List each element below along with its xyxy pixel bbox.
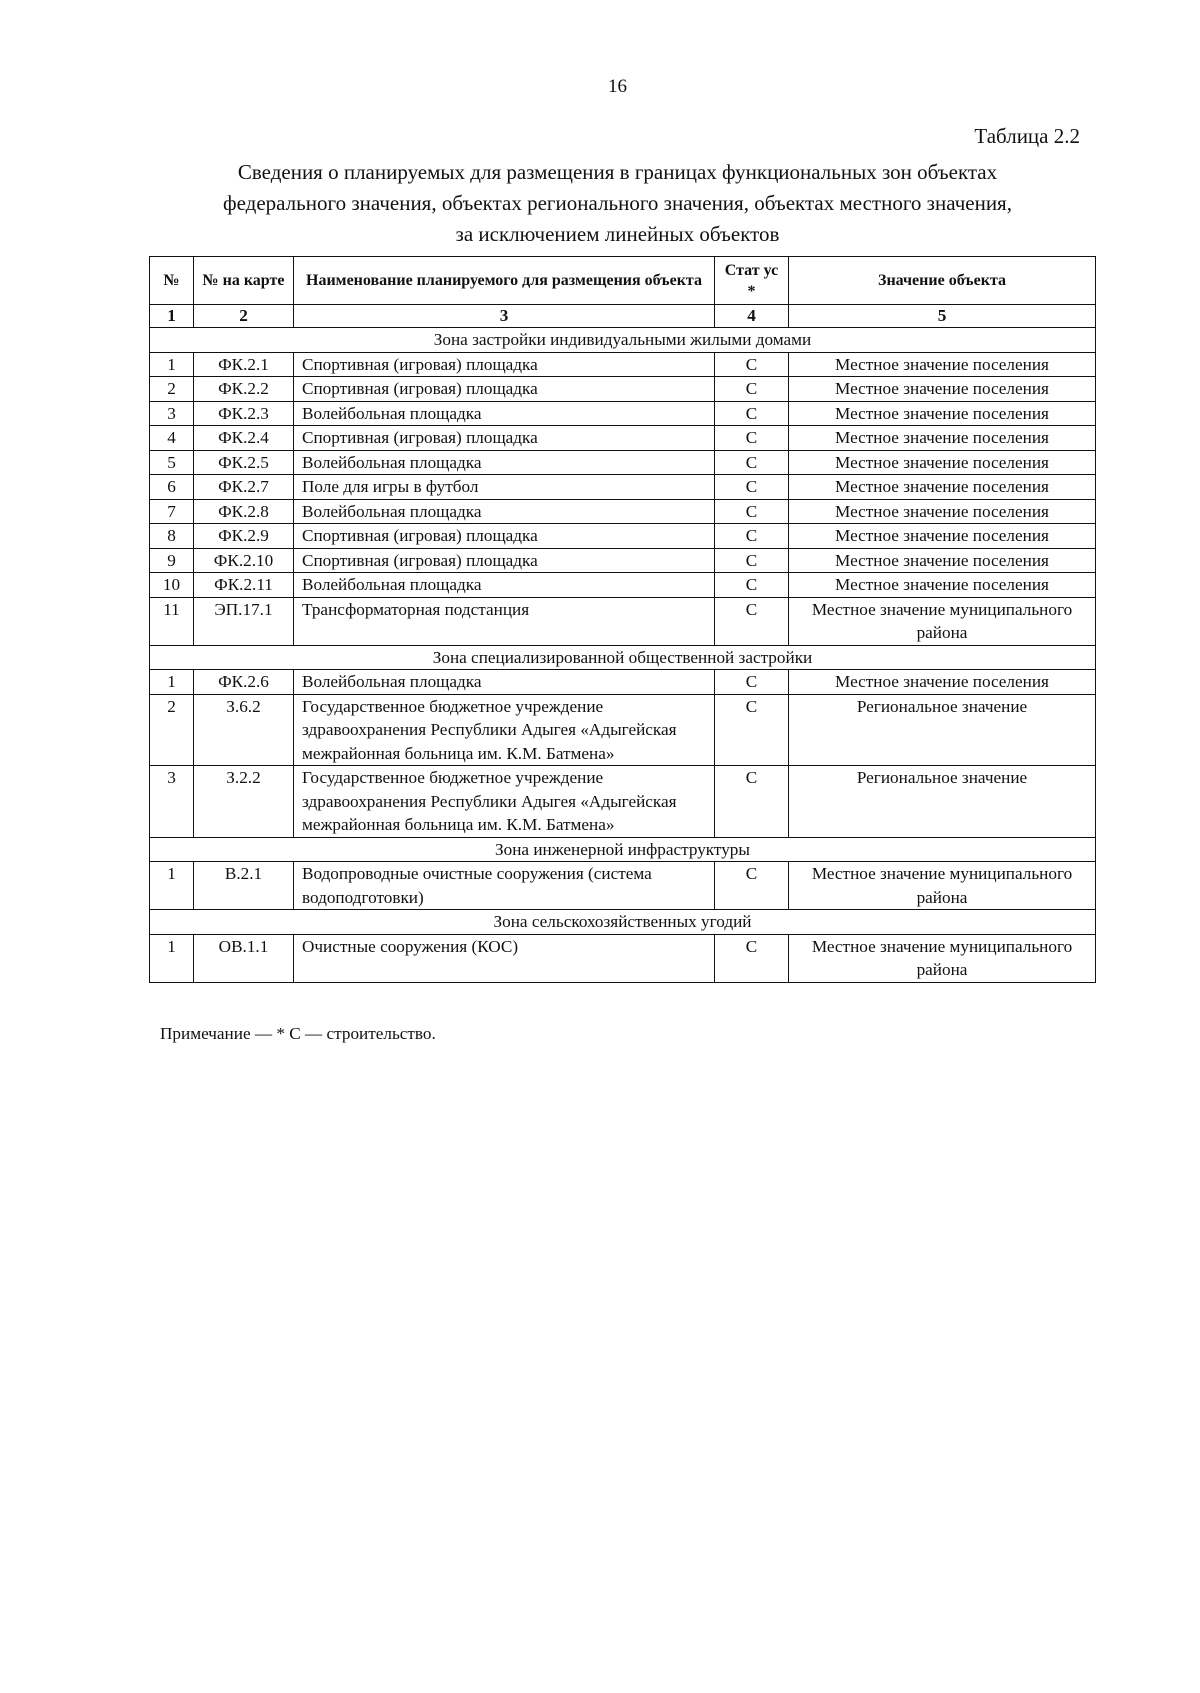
column-number: 4 [715,305,789,328]
map-id-cell: З.6.2 [194,694,294,766]
map-id-cell: ФК.2.10 [194,548,294,573]
map-id-cell: ФК.2.2 [194,377,294,402]
zone-title: Зона сельскохозяйственных угодий [150,910,1096,935]
object-name-cell: Спортивная (игровая) площадка [294,548,715,573]
zone-title: Зона специализированной общественной застройки [150,645,1096,670]
significance-cell: Местное значение поселения [789,475,1096,500]
object-name-cell: Спортивная (игровая) площадка [294,426,715,451]
object-name-cell: Спортивная (игровая) площадка [294,352,715,377]
map-id-cell: ФК.2.1 [194,352,294,377]
status-cell: С [715,694,789,766]
status-cell: С [715,597,789,645]
row-number: 3 [150,401,194,426]
object-name-cell: Волейбольная площадка [294,450,715,475]
map-id-cell: ФК.2.8 [194,499,294,524]
table-row [150,352,1096,377]
header-row [150,257,1096,305]
status-cell: С [715,426,789,451]
row-number: 3 [150,766,194,838]
zone-row [150,328,1096,353]
object-name-cell: Спортивная (игровая) площадка [294,524,715,549]
status-cell: С [715,862,789,910]
map-id-cell: ФК.2.5 [194,450,294,475]
header-num: № [150,257,194,305]
significance-cell: Региональное значение [789,694,1096,766]
table-row [150,862,1096,910]
table-row [150,499,1096,524]
table-row [150,670,1096,695]
significance-cell: Региональное значение [789,766,1096,838]
table-row [150,401,1096,426]
status-cell: С [715,548,789,573]
object-name-cell: Спортивная (игровая) площадка [294,377,715,402]
significance-cell: Местное значение поселения [789,499,1096,524]
table-label: Таблица 2.2 [974,124,1080,148]
page-number: 16 [608,76,627,97]
map-id-cell: ЭП.17.1 [194,597,294,645]
column-number-row [150,305,1096,328]
status-cell: С [715,934,789,982]
header-map-id: № на карте [194,257,294,305]
object-name-cell: Волейбольная площадка [294,401,715,426]
table-caption [140,157,1095,250]
column-number: 2 [194,305,294,328]
map-id-cell: З.2.2 [194,766,294,838]
object-name-cell: Трансформаторная подстанция [294,597,715,645]
table-row [150,597,1096,645]
table-row [150,377,1096,402]
status-cell: С [715,766,789,838]
map-id-cell: ФК.2.4 [194,426,294,451]
significance-cell: Местное значение поселения [789,670,1096,695]
status-cell: С [715,352,789,377]
map-id-cell: ФК.2.11 [194,573,294,598]
map-id-cell: ФК.2.3 [194,401,294,426]
row-number: 1 [150,862,194,910]
significance-cell: Местное значение муниципального района [789,934,1096,982]
object-name-cell: Волейбольная площадка [294,670,715,695]
status-cell: С [715,450,789,475]
zone-row [150,645,1096,670]
row-number: 1 [150,934,194,982]
significance-cell: Местное значение поселения [789,377,1096,402]
map-id-cell: ФК.2.9 [194,524,294,549]
significance-cell: Местное значение поселения [789,548,1096,573]
significance-cell: Местное значение поселения [789,524,1096,549]
significance-cell: Местное значение муниципального района [789,862,1096,910]
object-name-cell: Государственное бюджетное учреждение здравоохранения Республики Адыгея «Адыгейская межрайонная больница им. К.М. Батмена» [294,766,715,838]
status-cell: С [715,573,789,598]
caption-line: за исключением линейных объектов [455,222,780,246]
caption-line: федерального значения, объектах регионального значения, объектах местного значения, [223,191,1012,215]
table-row [150,475,1096,500]
table-row [150,694,1096,766]
row-number: 6 [150,475,194,500]
map-id-cell: ФК.2.6 [194,670,294,695]
significance-cell: Местное значение поселения [789,426,1096,451]
object-name-cell: Государственное бюджетное учреждение здравоохранения Республики Адыгея «Адыгейская межрайонная больница им. К.М. Батмена» [294,694,715,766]
zone-row [150,910,1096,935]
object-name-cell: Волейбольная площадка [294,573,715,598]
table-row [150,934,1096,982]
zone-title: Зона инженерной инфраструктуры [150,837,1096,862]
significance-cell: Местное значение поселения [789,352,1096,377]
table-body [150,328,1096,983]
header-significance: Значение объекта [789,257,1096,305]
table-row [150,766,1096,838]
table-row [150,548,1096,573]
significance-cell: Местное значение муниципального района [789,597,1096,645]
significance-cell: Местное значение поселения [789,573,1096,598]
row-number: 8 [150,524,194,549]
table-row [150,524,1096,549]
table-row [150,450,1096,475]
column-number: 1 [150,305,194,328]
table-note: Примечание — * С — строительство. [160,1024,436,1043]
status-cell: С [715,524,789,549]
caption-line: Сведения о планируемых для размещения в границах функциональных зон объектах [237,160,998,184]
row-number: 10 [150,573,194,598]
row-number: 9 [150,548,194,573]
row-number: 4 [150,426,194,451]
object-name-cell: Водопроводные очистные сооружения (система водоподготовки) [294,862,715,910]
significance-cell: Местное значение поселения [789,450,1096,475]
row-number: 2 [150,377,194,402]
status-cell: С [715,499,789,524]
object-name-cell: Очистные сооружения (КОС) [294,934,715,982]
row-number: 5 [150,450,194,475]
table-row [150,573,1096,598]
status-cell: С [715,475,789,500]
row-number: 1 [150,352,194,377]
map-id-cell: ФК.2.7 [194,475,294,500]
objects-table [149,256,1096,983]
zone-row [150,837,1096,862]
row-number: 2 [150,694,194,766]
object-name-cell: Поле для игры в футбол [294,475,715,500]
column-number: 3 [294,305,715,328]
status-cell: С [715,401,789,426]
status-cell: С [715,670,789,695]
row-number: 1 [150,670,194,695]
object-name-cell: Волейбольная площадка [294,499,715,524]
map-id-cell: ОВ.1.1 [194,934,294,982]
table-row [150,426,1096,451]
zone-title: Зона застройки индивидуальными жилыми домами [150,328,1096,353]
header-status: Стат ус * [715,257,789,305]
column-number: 5 [789,305,1096,328]
significance-cell: Местное значение поселения [789,401,1096,426]
status-cell: С [715,377,789,402]
map-id-cell: В.2.1 [194,862,294,910]
header-name: Наименование планируемого для размещения объекта [294,257,715,305]
row-number: 7 [150,499,194,524]
row-number: 11 [150,597,194,645]
